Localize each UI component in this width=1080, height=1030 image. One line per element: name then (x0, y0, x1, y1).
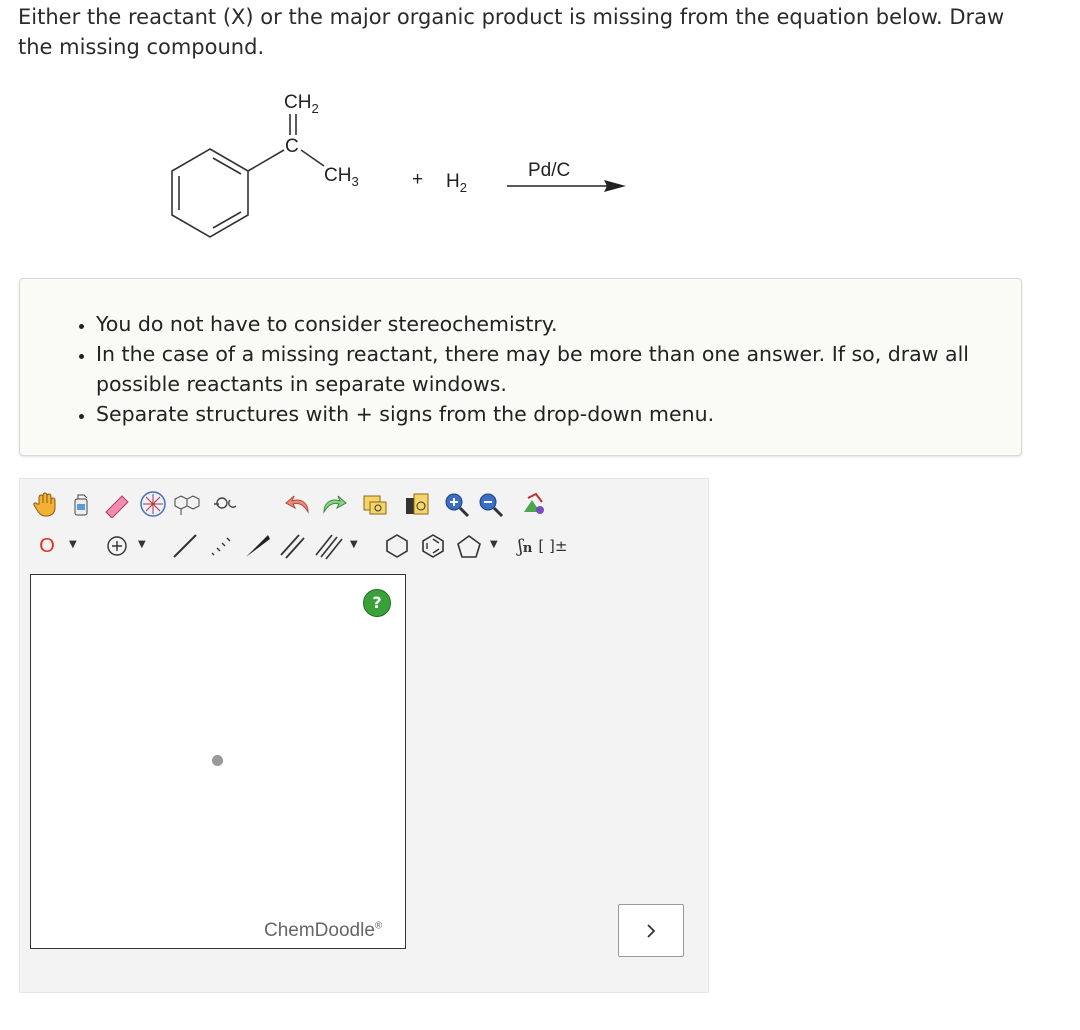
double-bond-icon[interactable] (276, 529, 310, 563)
single-bond-icon[interactable] (168, 529, 202, 563)
canvas-dot (212, 755, 223, 766)
eraser-icon[interactable] (100, 487, 134, 521)
instruction-item: • You do not have to consider stereochemistry. (96, 309, 1021, 339)
atom-label: O (39, 534, 55, 557)
copy-icon[interactable] (358, 487, 392, 521)
hand-icon[interactable] (28, 487, 62, 521)
next-window-button[interactable] (618, 904, 684, 957)
h2-label: $H_2$ (446, 171, 467, 195)
undo-icon[interactable] (282, 487, 316, 521)
zoom-in-icon[interactable] (440, 487, 474, 521)
charge-tool[interactable] (100, 529, 134, 563)
lasso-icon[interactable] (136, 487, 170, 521)
chemdoodle-brand: ChemDoodle® (264, 920, 383, 941)
help-button[interactable]: ? (363, 589, 391, 617)
instructions-box (19, 278, 1022, 456)
question-text: Either the reactant (X) or the major organic product is missing from the equation below. Draw the missing compound. (18, 5, 1005, 59)
zoom-out-icon[interactable] (474, 487, 508, 521)
hashed-bond-icon[interactable] (204, 529, 238, 563)
reaction-equation (0, 80, 700, 270)
cyclopentane-icon[interactable] (452, 529, 486, 563)
redo-icon[interactable] (316, 487, 350, 521)
instruction-item: • Separate structures with + signs from the drop-down menu. (96, 399, 1021, 429)
ch2-label: $CH_2$ (284, 92, 319, 116)
clear-icon[interactable] (64, 487, 98, 521)
reaction-arrow (507, 180, 626, 192)
toolbar-row-2 (20, 529, 710, 569)
cyclohexane-icon[interactable] (380, 529, 414, 563)
ch3-label: $CH_3$ (324, 165, 359, 189)
chain-bracket-tools[interactable] (518, 529, 594, 563)
instructions-list (20, 279, 1021, 429)
triple-bond-icon[interactable] (312, 529, 346, 563)
ring-template-icon[interactable] (210, 487, 244, 521)
chevron-down-icon[interactable]: ▼ (350, 539, 358, 550)
atom-tool[interactable] (30, 529, 64, 563)
instruction-item: • In the case of a missing reactant, there may be more than one answer. If so, draw all possible reactants in separate windows. (96, 339, 1021, 399)
drawing-canvas[interactable] (30, 574, 406, 949)
paste-icon[interactable] (400, 487, 434, 521)
c-label: C (285, 136, 299, 157)
bracket-icon[interactable]: [ ]± (538, 537, 568, 555)
template-icon[interactable] (172, 487, 206, 521)
toolbar-row-1 (20, 485, 710, 525)
plus-sign: + (412, 169, 424, 190)
clean-icon[interactable] (516, 487, 550, 521)
catalyst-label: Pd/C (528, 160, 571, 181)
benzene-icon[interactable] (416, 529, 450, 563)
chevron-down-icon[interactable]: ▼ (138, 539, 146, 550)
chevron-right-icon (643, 923, 659, 939)
chevron-down-icon[interactable]: ▼ (69, 539, 77, 550)
wedge-bond-icon[interactable] (240, 529, 274, 563)
chemdoodle-editor (19, 478, 709, 993)
chain-icon[interactable]: ʃn (518, 535, 533, 557)
chevron-down-icon[interactable]: ▼ (490, 539, 498, 550)
benzene-ring (172, 149, 248, 237)
